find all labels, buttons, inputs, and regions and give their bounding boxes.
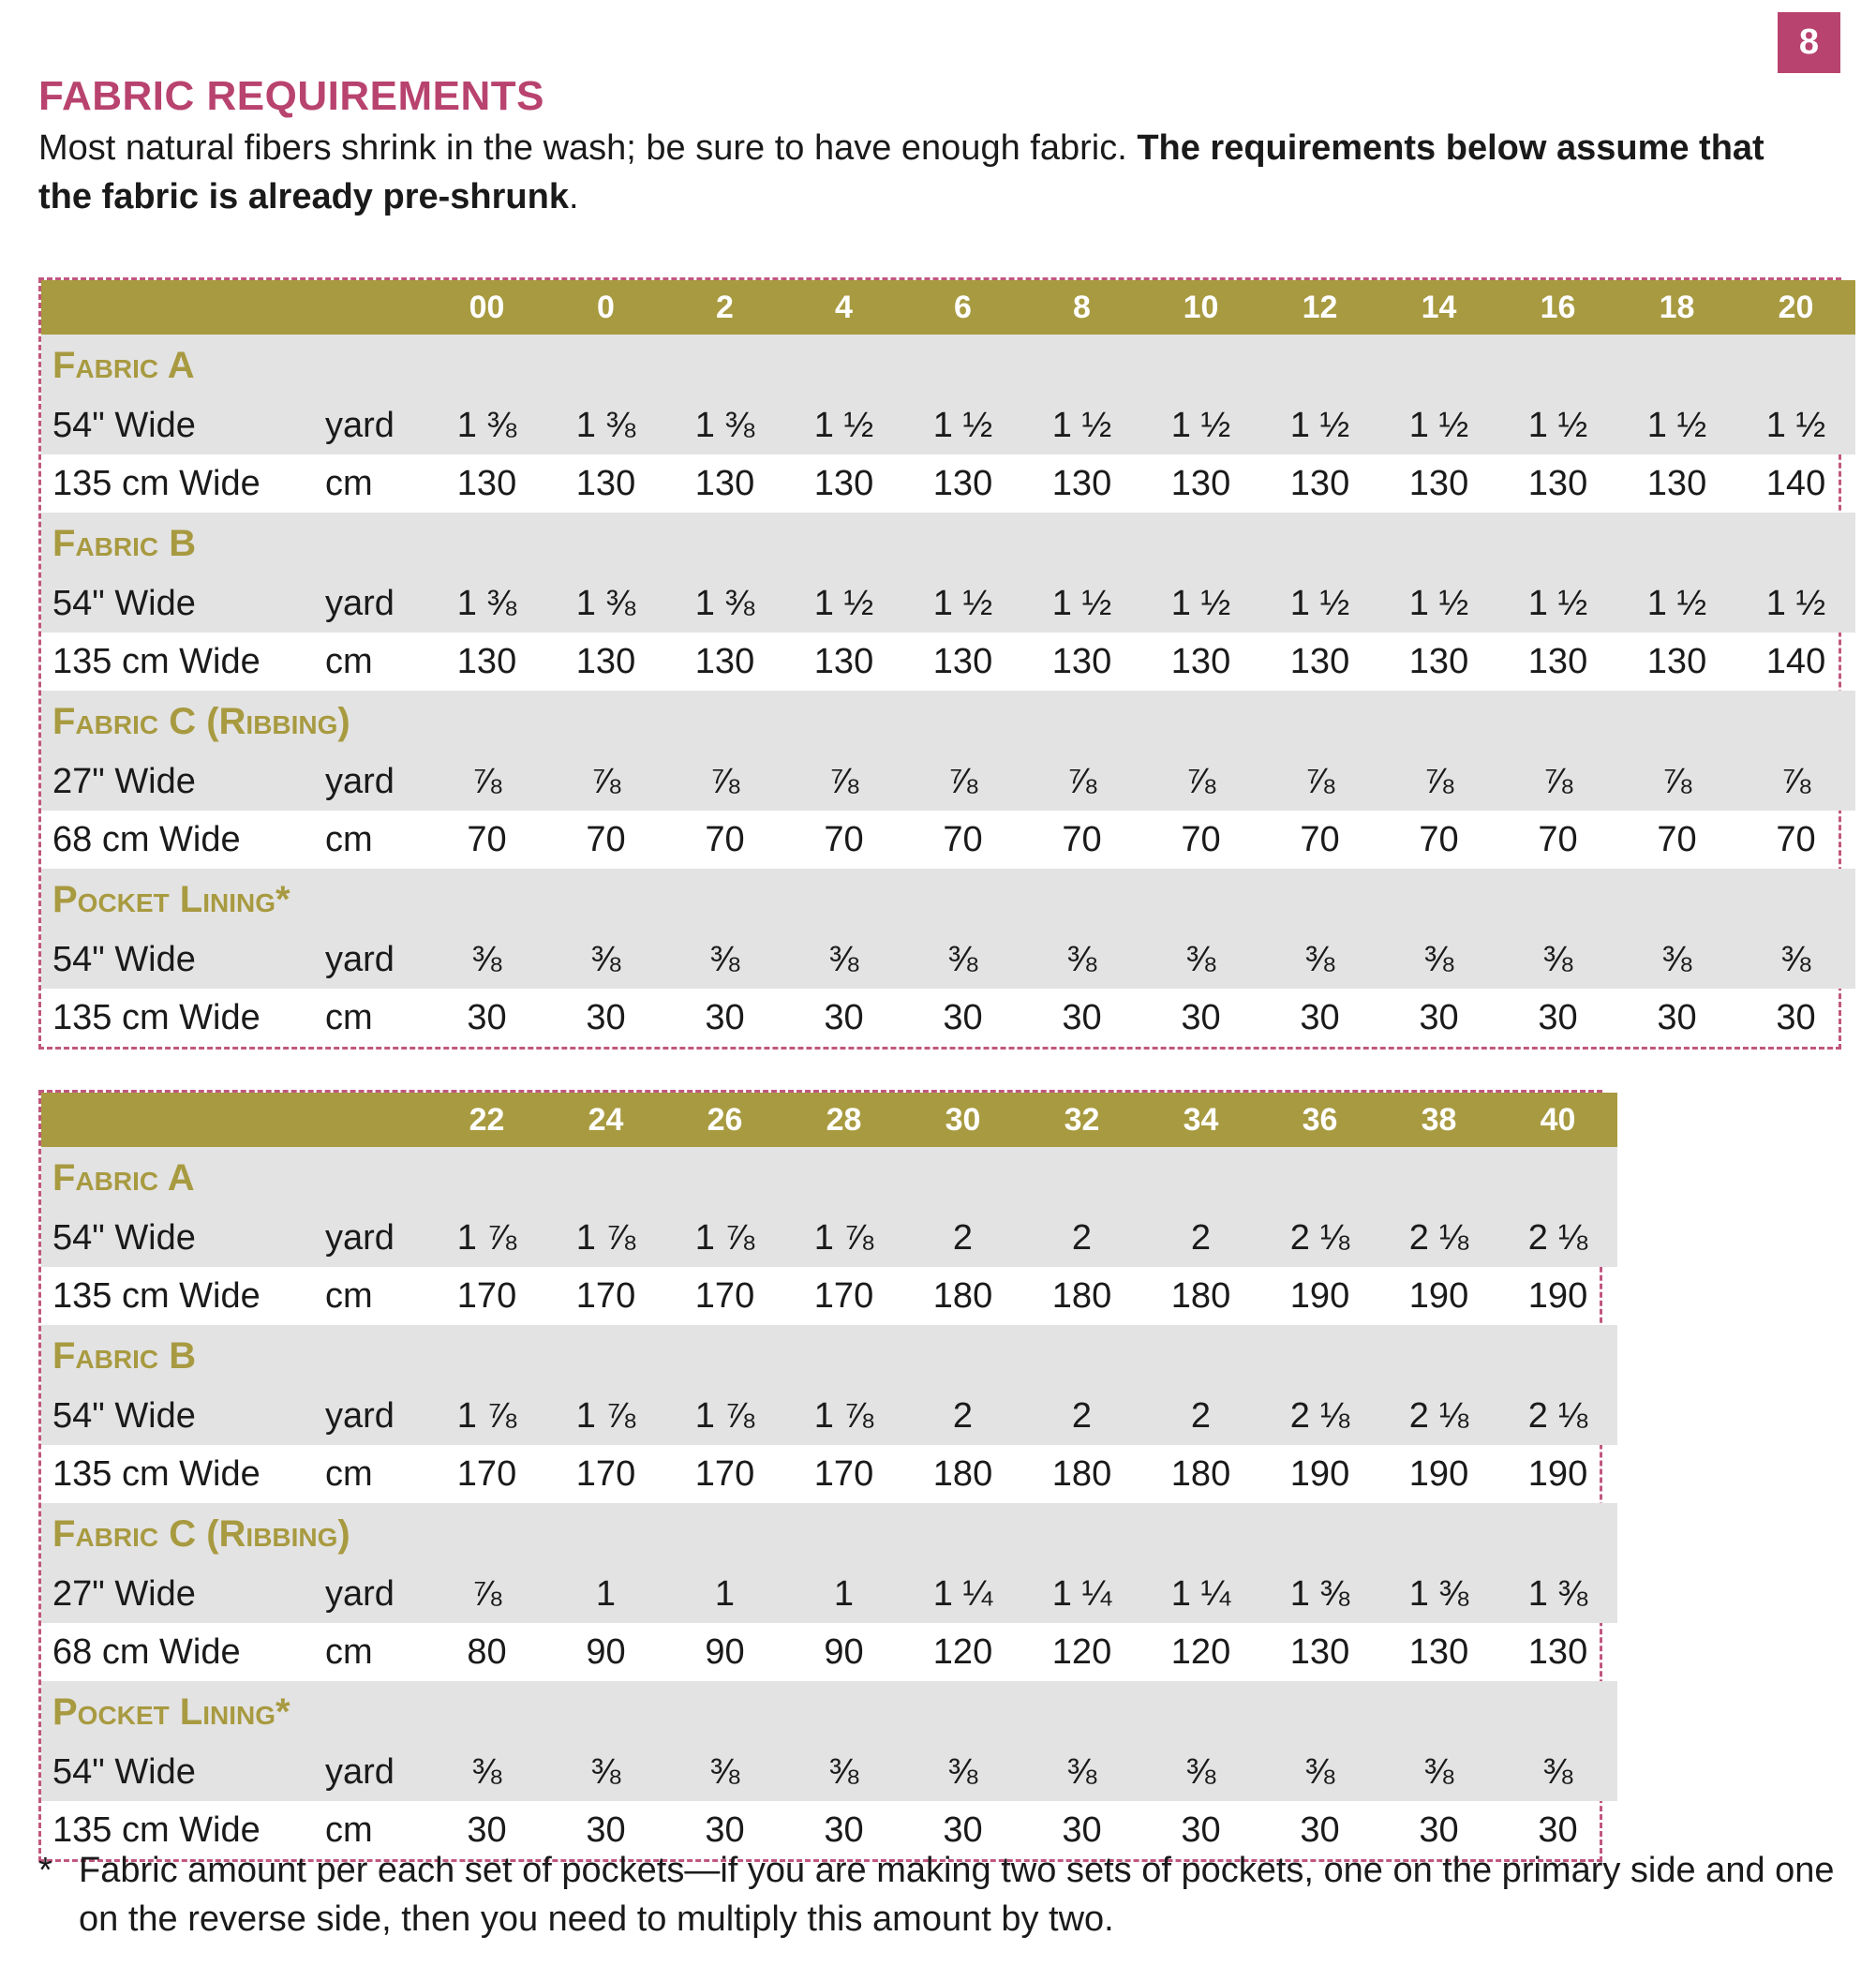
amount-cell: 1 ⅜	[694, 405, 755, 445]
unit-label: yard	[325, 583, 395, 623]
amount-cell: ⅜	[709, 939, 740, 979]
amount-cell: ⅜	[590, 1751, 621, 1792]
unit-label: yard	[325, 761, 395, 801]
fabric-group-title: Pocket Lining*	[52, 878, 290, 920]
amount-cell: 130	[813, 641, 874, 681]
amount-cell: 140	[1765, 463, 1826, 503]
size-header: 28	[826, 1101, 862, 1138]
size-header: 32	[1064, 1101, 1100, 1138]
fabric-group-row	[41, 1325, 1617, 1387]
amount-cell: 90	[824, 1631, 864, 1672]
amount-cell: 70	[1776, 819, 1816, 859]
amount-cell: ⅞	[471, 1573, 502, 1614]
amount-cell: 1 ½	[932, 405, 993, 445]
table-row	[41, 396, 1855, 454]
amount-cell: 180	[1170, 1453, 1231, 1494]
amount-cell: ⅜	[1066, 939, 1097, 979]
amount-cell: 2 ⅛	[1408, 1217, 1469, 1258]
amount-cell: 1 ½	[1765, 583, 1826, 623]
amount-cell: 130	[694, 463, 755, 503]
amount-cell: 170	[456, 1453, 517, 1494]
header-blank	[41, 1093, 308, 1147]
fabric-group-row	[41, 1503, 1617, 1565]
amount-cell: 2	[952, 1217, 974, 1258]
table-row	[41, 1387, 1617, 1445]
size-header: 36	[1302, 1101, 1338, 1138]
fabric-group-row	[41, 691, 1855, 752]
unit-label: yard	[325, 1751, 395, 1792]
amount-cell: 170	[813, 1453, 874, 1494]
amount-cell: 1 ⅞	[694, 1395, 755, 1436]
footnote-marker: *	[38, 1851, 52, 1890]
amount-cell: ⅜	[1542, 939, 1573, 979]
amount-cell: 130	[1527, 1631, 1588, 1672]
amount-cell: ⅜	[947, 1751, 978, 1792]
amount-cell: 1 ⅜	[1289, 1573, 1350, 1614]
amount-cell: 130	[1408, 641, 1469, 681]
header-blank	[308, 1093, 427, 1147]
amount-cell: 130	[1527, 641, 1588, 681]
amount-cell: 30	[1538, 1810, 1578, 1850]
table-row	[41, 1267, 1617, 1325]
amount-cell: ⅜	[1304, 939, 1335, 979]
amount-cell: ⅞	[1542, 761, 1573, 801]
amount-cell: 2 ⅛	[1527, 1217, 1588, 1258]
amount-cell: 30	[1776, 997, 1816, 1037]
size-header: 20	[1778, 289, 1814, 325]
amount-cell: ⅜	[471, 939, 502, 979]
amount-cell: 190	[1289, 1275, 1350, 1316]
amount-cell: 1 ⅜	[456, 405, 517, 445]
amount-cell: 30	[1062, 997, 1102, 1037]
amount-cell: ⅞	[1423, 761, 1454, 801]
table-row	[41, 931, 1855, 989]
amount-cell: 120	[1170, 1631, 1231, 1672]
amount-cell: 1 ½	[1646, 405, 1707, 445]
size-header-row	[41, 1093, 1617, 1147]
amount-cell: 70	[1657, 819, 1697, 859]
amount-cell: 70	[1181, 819, 1221, 859]
amount-cell: ⅞	[1661, 761, 1692, 801]
amount-cell: ⅞	[709, 761, 740, 801]
size-header: 26	[707, 1101, 743, 1138]
table-row	[41, 633, 1855, 691]
amount-cell: 120	[932, 1631, 993, 1672]
size-header: 8	[1073, 289, 1091, 325]
page-title: FABRIC REQUIREMENTS	[38, 73, 544, 119]
amount-cell: 190	[1527, 1453, 1588, 1494]
amount-cell: ⅜	[1066, 1751, 1097, 1792]
fabric-group-title: Fabric C (Ribbing)	[52, 700, 350, 742]
amount-cell: 190	[1527, 1275, 1588, 1316]
fabric-width-label: 135 cm Wide	[52, 1453, 261, 1494]
amount-cell: 1 ⅞	[575, 1217, 636, 1258]
size-header: 22	[469, 1101, 505, 1138]
amount-cell: 90	[705, 1631, 745, 1672]
fabric-group-title: Pocket Lining*	[52, 1690, 290, 1733]
amount-cell: 30	[1300, 1810, 1340, 1850]
amount-cell: 2 ⅛	[1289, 1395, 1350, 1436]
amount-cell: 170	[813, 1275, 874, 1316]
amount-cell: 190	[1408, 1453, 1469, 1494]
amount-cell: 1 ¼	[932, 1573, 993, 1614]
amount-cell: 70	[1419, 819, 1459, 859]
fabric-group-title: Fabric B	[52, 1334, 197, 1377]
size-header: 16	[1540, 289, 1576, 325]
amount-cell: 30	[1419, 1810, 1459, 1850]
amount-cell: 30	[1657, 997, 1697, 1037]
amount-cell: 130	[932, 463, 993, 503]
amount-cell: 30	[824, 1810, 864, 1850]
amount-cell: 70	[824, 819, 864, 859]
intro-bold-text: The requirements below assume that the fabric is already pre-shrunk	[38, 128, 1764, 216]
amount-cell: ⅜	[590, 939, 621, 979]
amount-cell: 30	[1181, 1810, 1221, 1850]
amount-cell: 30	[705, 1810, 745, 1850]
amount-cell: 30	[467, 997, 507, 1037]
size-header: 00	[469, 289, 505, 325]
amount-cell: 130	[1289, 1631, 1350, 1672]
fabric-group-row	[41, 869, 1855, 931]
table-row	[41, 811, 1855, 869]
size-header-row	[41, 280, 1855, 335]
amount-cell: 2	[952, 1395, 974, 1436]
amount-cell: ⅜	[828, 939, 859, 979]
amount-cell: 1 ⅜	[575, 583, 636, 623]
header-blank	[41, 280, 308, 335]
table-row	[41, 989, 1855, 1047]
amount-cell: ⅜	[1304, 1751, 1335, 1792]
fabric-group-row	[41, 1681, 1617, 1743]
amount-cell: 30	[705, 997, 745, 1037]
fabric-width-label: 54" Wide	[52, 1751, 196, 1792]
requirements-table-sizes-00-20	[38, 277, 1841, 1050]
amount-cell: ⅜	[947, 939, 978, 979]
amount-cell: 1 ½	[813, 583, 874, 623]
amount-cell: 120	[1051, 1631, 1112, 1672]
amount-cell: 1 ½	[1646, 583, 1707, 623]
size-header: 18	[1659, 289, 1695, 325]
amount-cell: 1 ⅞	[694, 1217, 755, 1258]
amount-cell: 1 ½	[1051, 405, 1112, 445]
amount-cell: 170	[575, 1453, 636, 1494]
size-header: 4	[835, 289, 853, 325]
amount-cell: 2	[1190, 1217, 1212, 1258]
size-header: 24	[588, 1101, 624, 1138]
amount-cell: 130	[1646, 641, 1707, 681]
amount-cell: 30	[586, 997, 626, 1037]
amount-cell: 2 ⅛	[1408, 1395, 1469, 1436]
footnote	[38, 1846, 1838, 1944]
intro-plain-text: Most natural fibers shrink in the wash; be sure to have enough fabric.	[38, 128, 1138, 168]
amount-cell: 2 ⅛	[1527, 1395, 1588, 1436]
amount-cell: ⅜	[709, 1751, 740, 1792]
amount-cell: 130	[1408, 463, 1469, 503]
unit-label: cm	[325, 819, 373, 859]
requirements-table-1	[41, 280, 1855, 1047]
amount-cell: 1 ⅞	[813, 1395, 874, 1436]
table-row	[41, 1445, 1617, 1503]
amount-cell: 30	[1538, 997, 1578, 1037]
amount-cell: 70	[1538, 819, 1578, 859]
amount-cell: 1 ½	[1289, 583, 1350, 623]
page-number-badge: 8	[1778, 12, 1840, 73]
unit-label: yard	[325, 1217, 395, 1258]
amount-cell: 130	[575, 641, 636, 681]
fabric-width-label: 54" Wide	[52, 405, 196, 445]
amount-cell: 170	[694, 1453, 755, 1494]
fabric-width-label: 54" Wide	[52, 1217, 196, 1258]
amount-cell: 130	[1051, 641, 1112, 681]
amount-cell: ⅜	[828, 1751, 859, 1792]
amount-cell: 1 ½	[1527, 405, 1588, 445]
size-header: 30	[945, 1101, 981, 1138]
table-row	[41, 454, 1855, 513]
unit-label: cm	[325, 1631, 373, 1672]
amount-cell: 1 ½	[1170, 405, 1231, 445]
table-row	[41, 752, 1855, 811]
unit-label: cm	[325, 1810, 373, 1850]
amount-cell: 180	[1170, 1275, 1231, 1316]
amount-cell: 170	[456, 1275, 517, 1316]
amount-cell: 1 ½	[1051, 583, 1112, 623]
fabric-width-label: 135 cm Wide	[52, 1810, 261, 1850]
table-row	[41, 1623, 1617, 1681]
unit-label: cm	[325, 1453, 373, 1494]
amount-cell: 1 ½	[1170, 583, 1231, 623]
fabric-width-label: 135 cm Wide	[52, 463, 261, 503]
amount-cell: 130	[813, 463, 874, 503]
amount-cell: 130	[456, 463, 517, 503]
amount-cell: ⅜	[1423, 1751, 1454, 1792]
amount-cell: ⅞	[590, 761, 621, 801]
amount-cell: 1 ½	[1289, 405, 1350, 445]
requirements-table-2	[41, 1093, 1617, 1859]
amount-cell: 1 ½	[1408, 405, 1469, 445]
amount-cell: 30	[1419, 997, 1459, 1037]
amount-cell: 30	[943, 1810, 983, 1850]
amount-cell: 1 ½	[1527, 583, 1588, 623]
amount-cell: 2	[1071, 1395, 1093, 1436]
size-header: 6	[954, 289, 972, 325]
amount-cell: 70	[943, 819, 983, 859]
unit-label: cm	[325, 1275, 373, 1316]
amount-cell: 190	[1289, 1453, 1350, 1494]
table-row	[41, 1209, 1617, 1267]
fabric-width-label: 54" Wide	[52, 1395, 196, 1436]
amount-cell: 1	[833, 1573, 855, 1614]
amount-cell: 180	[1051, 1275, 1112, 1316]
header-blank	[308, 280, 427, 335]
amount-cell: 70	[467, 819, 507, 859]
amount-cell: 70	[705, 819, 745, 859]
unit-label: cm	[325, 463, 373, 503]
amount-cell: ⅞	[471, 761, 502, 801]
requirements-table-sizes-22-40	[38, 1090, 1602, 1862]
amount-cell: ⅜	[1423, 939, 1454, 979]
fabric-width-label: 135 cm Wide	[52, 997, 261, 1037]
unit-label: yard	[325, 939, 395, 979]
unit-label: yard	[325, 1573, 395, 1614]
amount-cell: 1 ½	[1408, 583, 1469, 623]
fabric-group-title: Fabric A	[52, 1156, 195, 1199]
amount-cell: 1	[595, 1573, 617, 1614]
fabric-width-label: 68 cm Wide	[52, 1631, 241, 1672]
amount-cell: 30	[586, 1810, 626, 1850]
amount-cell: ⅞	[1780, 761, 1811, 801]
amount-cell: ⅞	[947, 761, 978, 801]
table-row	[41, 574, 1855, 633]
size-header: 12	[1302, 289, 1338, 325]
amount-cell: ⅜	[1185, 939, 1216, 979]
amount-cell: 180	[932, 1453, 993, 1494]
amount-cell: ⅜	[1542, 1751, 1573, 1792]
amount-cell: ⅜	[1185, 1751, 1216, 1792]
footnote-text: Fabric amount per each set of pockets—if you are making two sets of pockets, one on the primary side and one on the reverse side, then you need to multiply this amount by two.	[79, 1851, 1835, 1939]
amount-cell: 1 ⅞	[575, 1395, 636, 1436]
amount-cell: 130	[1170, 641, 1231, 681]
amount-cell: 1 ⅜	[694, 583, 755, 623]
fabric-width-label: 54" Wide	[52, 939, 196, 979]
amount-cell: 1 ½	[813, 405, 874, 445]
amount-cell: 130	[694, 641, 755, 681]
amount-cell: 140	[1765, 641, 1826, 681]
amount-cell: 30	[1181, 997, 1221, 1037]
amount-cell: 30	[943, 997, 983, 1037]
intro-paragraph	[38, 124, 1819, 221]
amount-cell: 1 ⅜	[575, 405, 636, 445]
amount-cell: 2 ⅛	[1289, 1217, 1350, 1258]
amount-cell: ⅜	[471, 1751, 502, 1792]
unit-label: yard	[325, 1395, 395, 1436]
amount-cell: 1 ⅜	[1527, 1573, 1588, 1614]
amount-cell: 30	[824, 997, 864, 1037]
amount-cell: 1 ⅜	[1408, 1573, 1469, 1614]
size-header: 38	[1421, 1101, 1457, 1138]
amount-cell: 130	[1408, 1631, 1469, 1672]
amount-cell: 1 ⅜	[456, 583, 517, 623]
amount-cell: 130	[1646, 463, 1707, 503]
size-header: 14	[1421, 289, 1457, 325]
amount-cell: 1 ⅞	[456, 1217, 517, 1258]
fabric-group-title: Fabric C (Ribbing)	[52, 1512, 350, 1555]
amount-cell: 130	[575, 463, 636, 503]
amount-cell: 1 ½	[932, 583, 993, 623]
fabric-group-row	[41, 513, 1855, 574]
unit-label: cm	[325, 997, 373, 1037]
amount-cell: 1 ½	[1765, 405, 1826, 445]
amount-cell: 1	[714, 1573, 736, 1614]
table-row	[41, 1743, 1617, 1801]
fabric-width-label: 135 cm Wide	[52, 641, 261, 681]
fabric-width-label: 68 cm Wide	[52, 819, 241, 859]
unit-label: yard	[325, 405, 395, 445]
amount-cell: 30	[467, 1810, 507, 1850]
amount-cell: ⅞	[1304, 761, 1335, 801]
fabric-width-label: 135 cm Wide	[52, 1275, 261, 1316]
fabric-group-row	[41, 1147, 1617, 1209]
amount-cell: 1 ¼	[1051, 1573, 1112, 1614]
amount-cell: 30	[1062, 1810, 1102, 1850]
size-header: 34	[1183, 1101, 1219, 1138]
fabric-width-label: 27" Wide	[52, 761, 196, 801]
amount-cell: 130	[932, 641, 993, 681]
amount-cell: 1 ⅞	[813, 1217, 874, 1258]
fabric-width-label: 54" Wide	[52, 583, 196, 623]
amount-cell: ⅜	[1780, 939, 1811, 979]
size-header: 2	[716, 289, 734, 325]
amount-cell: 1 ¼	[1170, 1573, 1231, 1614]
fabric-group-row	[41, 335, 1855, 396]
amount-cell: 170	[694, 1275, 755, 1316]
amount-cell: 130	[1527, 463, 1588, 503]
amount-cell: 180	[932, 1275, 993, 1316]
amount-cell: 130	[1289, 463, 1350, 503]
intro-end-text: .	[568, 177, 579, 216]
size-header: 40	[1540, 1101, 1576, 1138]
fabric-group-title: Fabric A	[52, 344, 195, 386]
size-header: 10	[1183, 289, 1219, 325]
fabric-width-label: 27" Wide	[52, 1573, 196, 1614]
amount-cell: 130	[1170, 463, 1231, 503]
amount-cell: 70	[586, 819, 626, 859]
fabric-group-title: Fabric B	[52, 522, 197, 564]
amount-cell: 90	[586, 1631, 626, 1672]
amount-cell: 2	[1071, 1217, 1093, 1258]
amount-cell: 130	[456, 641, 517, 681]
amount-cell: 130	[1051, 463, 1112, 503]
amount-cell: 180	[1051, 1453, 1112, 1494]
amount-cell: 1 ⅞	[456, 1395, 517, 1436]
amount-cell: 190	[1408, 1275, 1469, 1316]
amount-cell: ⅞	[828, 761, 859, 801]
amount-cell: ⅞	[1066, 761, 1097, 801]
amount-cell: 170	[575, 1275, 636, 1316]
amount-cell: 130	[1289, 641, 1350, 681]
size-header: 0	[597, 289, 615, 325]
amount-cell: 70	[1062, 819, 1102, 859]
amount-cell: 80	[467, 1631, 507, 1672]
amount-cell: ⅜	[1661, 939, 1692, 979]
amount-cell: ⅞	[1185, 761, 1216, 801]
unit-label: cm	[325, 641, 373, 681]
amount-cell: 30	[1300, 997, 1340, 1037]
amount-cell: 70	[1300, 819, 1340, 859]
amount-cell: 2	[1190, 1395, 1212, 1436]
table-row	[41, 1565, 1617, 1623]
